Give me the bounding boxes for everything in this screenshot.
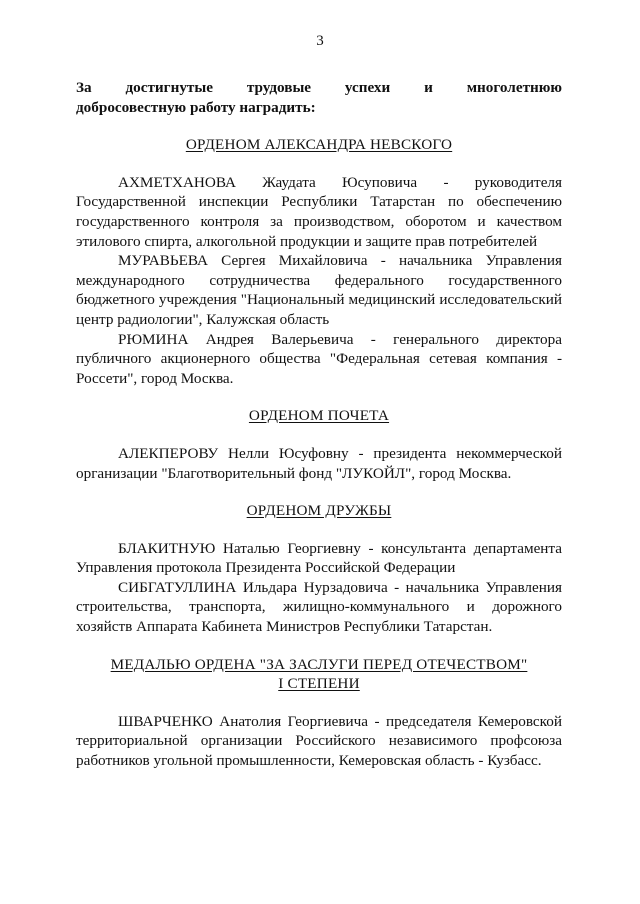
spacer [76, 388, 562, 406]
award-heading-order-of-friendship [76, 501, 562, 521]
intro-paragraph [76, 78, 562, 117]
award-heading-order-of-honour [76, 406, 562, 426]
award-heading-line: МЕДАЛЬЮ ОРДЕНА "ЗА ЗАСЛУГИ ПЕРЕД ОТЕЧЕСТВОМ" [110, 655, 528, 673]
awardee-entry: МУРАВЬЕВА Сергея Михайловича - начальника Управления международного сотрудничества федерального государственного бюджетного учреждения "Национальный медицинский исследовательский центр радиологии", Калужская область [76, 252, 562, 328]
page-number: 3 [316, 33, 324, 49]
awardee-entry: АХМЕТХАНОВА Жаудата Юсуповича - руководителя Государственной инспекции Республики Татарстан по обеспечению государственного контроля за производством, оборотом и качеством этилового спирта, алкогольной продукции и защите прав потребителей [76, 173, 562, 250]
spacer [76, 483, 562, 501]
document-body [76, 78, 562, 771]
spacer [76, 521, 562, 539]
awardee-entry: СИБГАТУЛЛИНА Ильдара Нурзадовича - начальника Управления строительства, транспорта, жилищно-коммунального и дорожного хозяйств Аппарата Кабинета Министров Республики Татарстан. [76, 578, 562, 636]
award-heading-line: I СТЕПЕНИ [278, 675, 360, 693]
intro-line-1: За достигнутые трудовые успехи и многолетнюю [76, 79, 562, 96]
awardee-entry: АЛЕКПЕРОВУ Нелли Юсуфовну - президента некоммерческой организации "Благотворительный фонд "ЛУКОЙЛ", город Москва. [76, 444, 562, 482]
award-heading-line: ОРДЕНОМ ПОЧЕТА [248, 407, 390, 425]
spacer [76, 117, 562, 135]
award-heading-medal-merit-fatherland [76, 655, 562, 694]
awardee-entry: ШВАРЧЕНКО Анатолия Георгиевича - председателя Кемеровской территориальной организации Российского независимого профсоюза работников угольной промышленности, Кемеровская область - Кузбасс. [76, 712, 562, 770]
award-heading-order-alexander-nevsky [76, 135, 562, 155]
award-heading-line: ОРДЕНОМ АЛЕКСАНДРА НЕВСКОГО [185, 136, 453, 154]
awardee-entry: БЛАКИТНУЮ Наталью Георгиевну - консультанта департамента Управления протокола Президента Российской Федерации [76, 539, 562, 577]
awardee-entry: РЮМИНА Андрея Валерьевича - генерального директора публичного акционерного общества "Федеральная сетевая компания - Россети", город Москва. [76, 330, 562, 387]
spacer [76, 637, 562, 655]
intro-line-2: добросовестную работу наградить: [76, 98, 316, 116]
spacer [76, 155, 562, 173]
spacer [76, 426, 562, 444]
award-heading-line: ОРДЕНОМ ДРУЖБЫ [246, 502, 392, 520]
spacer [76, 694, 562, 712]
